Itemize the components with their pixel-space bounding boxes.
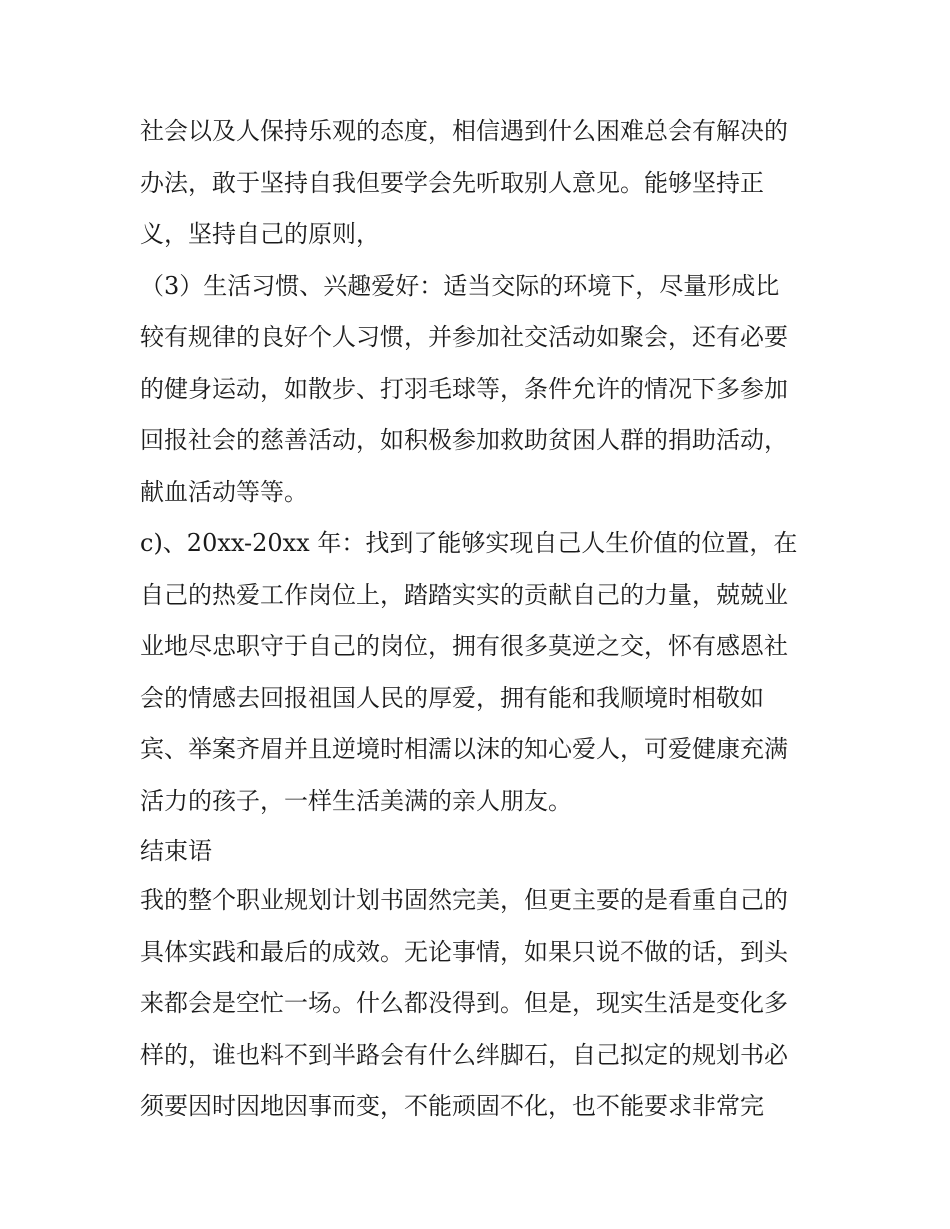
text-line: 我的整个职业规划计划书固然完美，但更主要的是看重自己的 (140, 886, 788, 914)
text-line: 活力的孩子，一样生活美满的亲人朋友。 (140, 786, 572, 815)
text-line: 业地尽忠职守于自己的岗位，拥有很多莫逆之交，怀有感恩社 (140, 632, 788, 660)
body-text (140, 106, 820, 1133)
text-line: 献血活动等等。 (140, 477, 308, 506)
text-line: 宾、举案齐眉并且逆境时相濡以沫的知心爱人，可爱健康充满 (140, 735, 788, 763)
text-line: 的健身运动，如散步、打羽毛球等，条件允许的情况下多参加 (140, 374, 788, 403)
text-line: c)、20xx-20xx 年：找到了能够实现自己人生价值的位置，在 (140, 529, 798, 557)
text-line: 回报社会的慈善活动，如积极参加救助贫困人群的捐助活动， (140, 426, 788, 454)
text-line: 会的情感去回报祖国人民的厚爱，拥有能和我顺境时相敬如 (140, 683, 764, 712)
text-line: 须要因时因地因事而变，不能顽固不化，也不能要求非常完 (140, 1092, 764, 1120)
text-line: 来都会是空忙一场。什么都没得到。但是，现实生活是变化多 (140, 989, 788, 1017)
text-line: 自己的热爱工作岗位上，踏踏实实的贡献自己的力量，兢兢业 (140, 580, 788, 609)
text-line: 具体实践和最后的成效。无论事情，如果只说不做的话，到头 (140, 937, 788, 966)
text-line: 办法，敢于坚持自我但要学会先听取别人意见。能够坚持正 (140, 168, 764, 197)
text-line: （3）生活习惯、兴趣爱好：适当交际的环境下，尽量形成比 (140, 271, 780, 300)
text-line: 样的，谁也料不到半路会有什么绊脚石，自己拟定的规划书必 (140, 1040, 788, 1069)
section-heading: 结束语 (140, 837, 212, 865)
text-line: 义，坚持自己的原则， (140, 220, 380, 248)
text-line: 较有规律的良好个人习惯，并参加社交活动如聚会，还有必要 (140, 323, 788, 351)
text-line: 社会以及人保持乐观的态度，相信遇到什么困难总会有解决的 (140, 117, 788, 145)
